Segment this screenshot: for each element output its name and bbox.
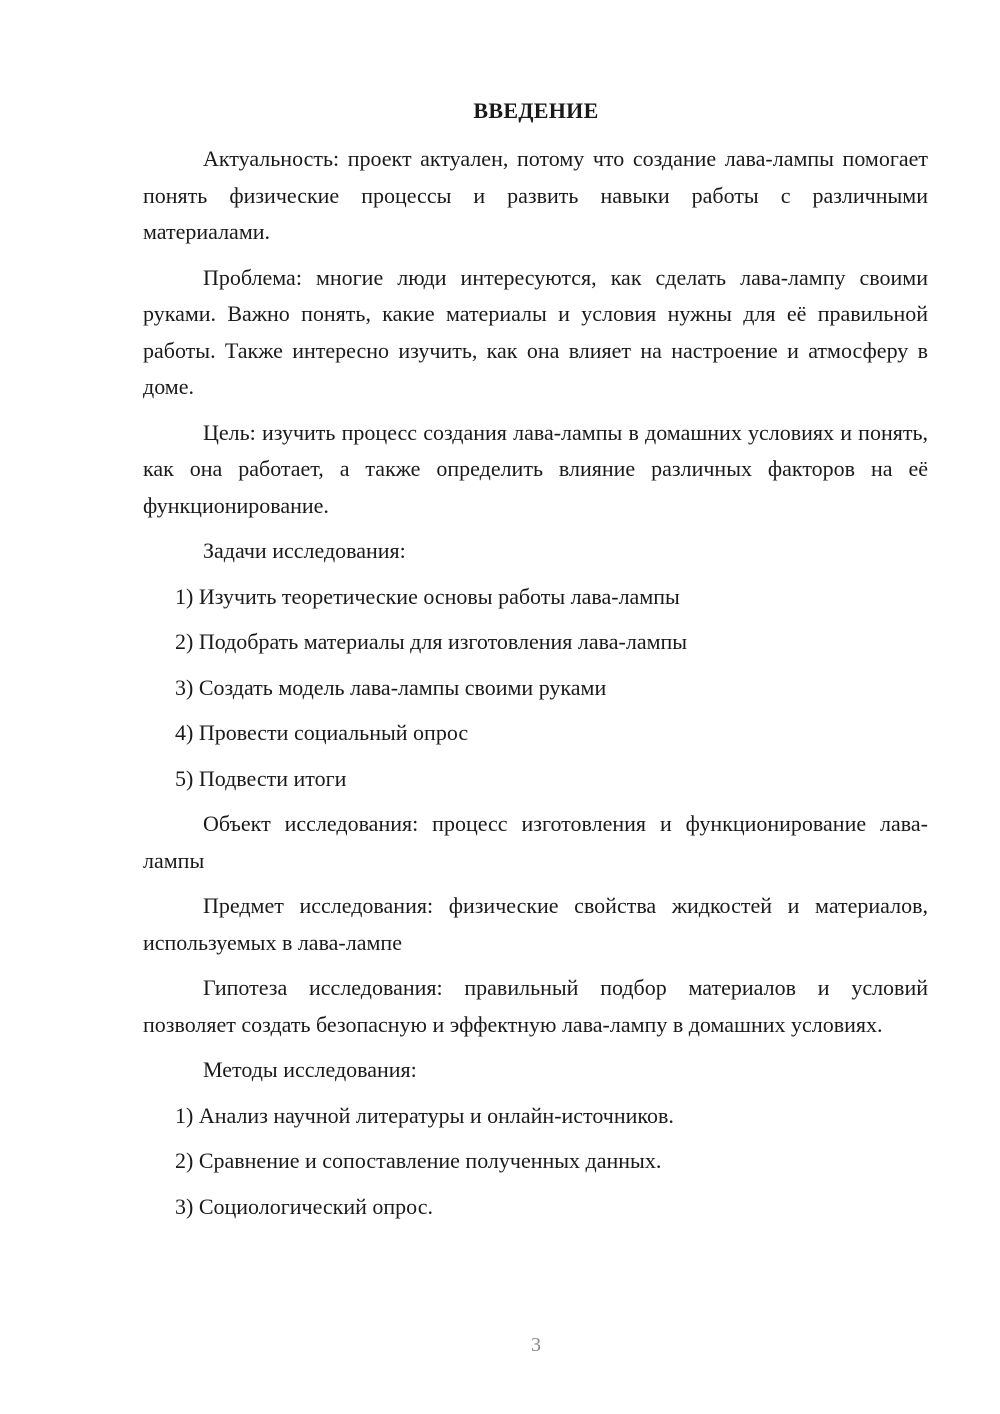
tasks-heading: Задачи исследования:	[203, 538, 406, 563]
task-item: 2) Подобрать материалы для изготовления лава-лампы	[175, 629, 688, 654]
method-item: 1) Анализ научной литературы и онлайн-источников.	[175, 1102, 674, 1128]
task-item: 4) Провести социальный опрос	[175, 720, 469, 745]
paragraph-goal: Цель: изучить процесс создания лава-лампы в домашних условиях и понять, как она работает, а также определить влияние различных факторов на её функционирование.	[143, 419, 928, 518]
page-number: 3	[531, 1334, 541, 1356]
task-item: 3) Создать модель лава-лампы своими руками	[175, 674, 607, 700]
method-item: 3) Социологический опрос.	[175, 1193, 433, 1219]
paragraph-subject: Предмет исследования: физические свойства жидкостей и материалов, используемых в лава-лампе	[143, 893, 928, 955]
paragraph-hypothesis: Гипотеза исследования: правильный подбор материалов и условий позволяет создать безопасную и эффектную лава-лампу в домашних условиях.	[143, 975, 928, 1037]
paragraph-relevance: Актуальность: проект актуален, потому что создание лава-лампы помогает понять физические процессы и развить навыки работы с различными материалами.	[143, 146, 928, 244]
task-item: 1) Изучить теоретические основы работы лава-лампы	[175, 583, 680, 609]
methods-heading: Методы исследования:	[203, 1057, 417, 1082]
task-item: 5) Подвести итоги	[175, 765, 347, 791]
section-title: ВВЕДЕНИЕ	[473, 98, 599, 123]
document-body	[143, 141, 928, 1234]
method-item: 2) Сравнение и сопоставление полученных данных.	[175, 1148, 662, 1173]
paragraph-object: Объект исследования: процесс изготовления и функционирование лава-лампы	[143, 811, 928, 873]
paragraph-problem: Проблема: многие люди интересуются, как сделать лава-лампу своими руками. Важно понять, какие материалы и условия нужны для её правильной работы. Также интересно изучить, как она влияет на настроение и атмосферу в доме.	[143, 264, 928, 399]
